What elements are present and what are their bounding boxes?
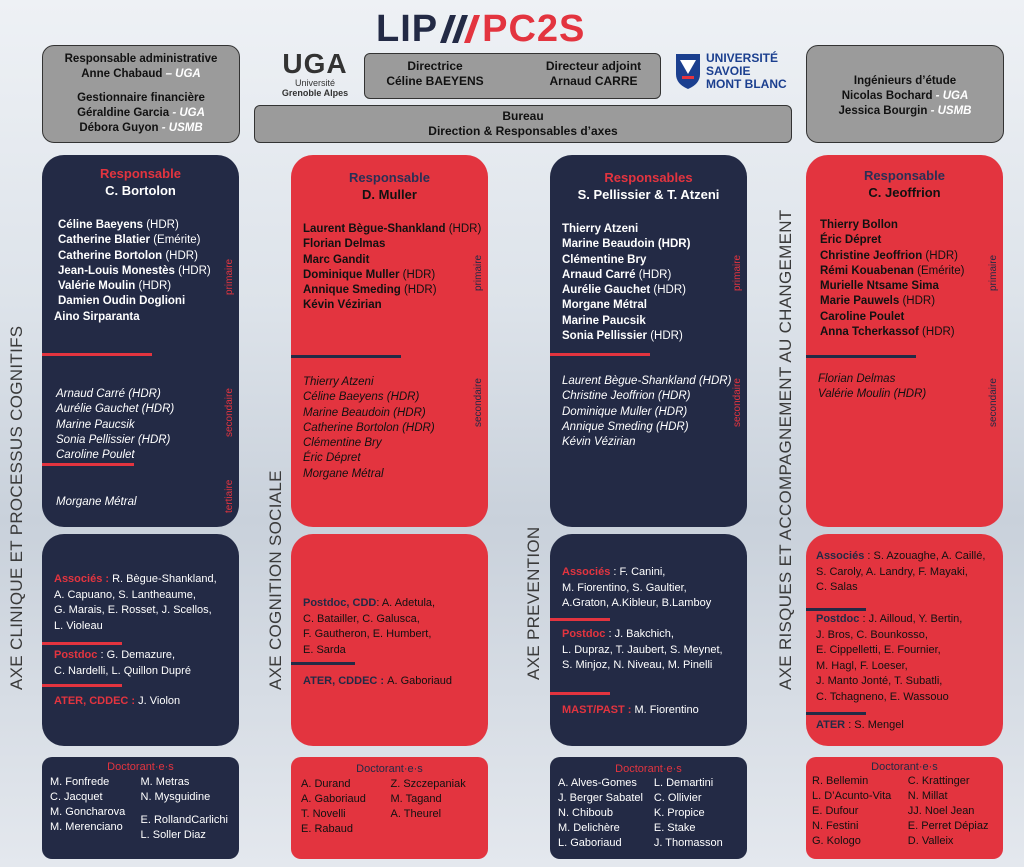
list-item: Morgane Métral bbox=[562, 299, 647, 312]
tertiaire-item: Morgane Métral bbox=[56, 496, 137, 508]
list-item: Christine Jeoffrion (HDR) bbox=[562, 390, 691, 403]
list-item: Murielle Ntsame Sima bbox=[820, 280, 939, 293]
primaire-label: primaire bbox=[224, 258, 235, 295]
usmb-line3: MONT BLANC bbox=[706, 77, 787, 91]
list-item: C. Krattinger bbox=[907, 775, 970, 787]
engineer-name1: Nicolas Bochard bbox=[841, 90, 933, 102]
list-item: Christine Jeoffrion (HDR) bbox=[820, 249, 959, 262]
responsable-title: Responsable bbox=[864, 168, 945, 183]
list-item: Éric Dépret bbox=[303, 452, 361, 465]
secondaire-list bbox=[303, 375, 435, 482]
list-item: M. Metras bbox=[140, 776, 190, 788]
list-item: E. Rabaud bbox=[301, 823, 353, 835]
lab-logo-pc2s: PC2S bbox=[482, 8, 586, 50]
list-item: T. Novelli bbox=[301, 808, 346, 820]
responsable-name: C. Bortolon bbox=[105, 183, 176, 198]
list-item: Dominique Muller (HDR) bbox=[562, 405, 688, 418]
list-item: Dominique Muller (HDR) bbox=[303, 268, 436, 281]
list-item: M. Fonfrede bbox=[50, 776, 110, 788]
admin-box bbox=[42, 45, 240, 143]
list-item: Catherine Bortolon (HDR) bbox=[58, 249, 198, 262]
list-item: J. Berger Sabatel bbox=[558, 792, 643, 804]
list-item: Thierry Bollon bbox=[820, 219, 898, 231]
list-item: N. Festini bbox=[812, 820, 859, 832]
mast-value: M. Fiorentino bbox=[634, 704, 699, 716]
list-item: Clémentine Bry bbox=[303, 437, 382, 450]
list-item: C. Jacquet bbox=[50, 791, 103, 803]
list-item: D. Valleix bbox=[907, 835, 954, 847]
engineers-role: Ingénieurs d’étude bbox=[853, 75, 957, 87]
list-item: M. Merenciano bbox=[50, 821, 123, 833]
divider bbox=[806, 712, 866, 715]
list-item: A. Alves-Gomes bbox=[558, 777, 637, 789]
ater-value: A. Gaboriaud bbox=[387, 675, 452, 687]
list-item: Damien Oudin Doglioni bbox=[58, 295, 186, 308]
axe-label-cognition: AXE COGNITION SOCIALE bbox=[266, 470, 285, 690]
list-item: C. Ollivier bbox=[653, 792, 702, 804]
list-item: N. Mysguidine bbox=[140, 791, 211, 803]
list-item: Kévin Vézirian bbox=[303, 299, 382, 312]
ater-label: ATER, CDDEC : bbox=[303, 675, 388, 687]
primaire-list bbox=[303, 222, 481, 314]
admin-name3: Débora Guyon bbox=[79, 122, 159, 134]
ater-label: ATER, CDDEC : bbox=[54, 695, 139, 707]
axe-cognition-associates-card: Postdoc, CDD: A. Adetula, C. Batailler, C. Galusca, F. Gautheron, E. Humbert, E. Sarda ATER, CDDEC : A. Gaboriaud bbox=[291, 534, 488, 746]
primaire-list bbox=[54, 218, 211, 325]
engineer-org2: - USMB bbox=[927, 105, 972, 117]
postdoc-label: Postdoc bbox=[562, 628, 606, 640]
admin-name2: Géraldine Garcia bbox=[77, 107, 170, 119]
list-item: A. Gaboriaud bbox=[301, 793, 366, 805]
axe-prevention-members-card bbox=[550, 155, 747, 527]
usmb-logo bbox=[670, 50, 795, 100]
list-item: Catherine Blatier (Emérite) bbox=[58, 234, 201, 247]
list-item: Kévin Vézirian bbox=[562, 436, 636, 449]
list-item: Sonia Pellissier (HDR) bbox=[562, 330, 683, 343]
secondaire-list bbox=[818, 372, 926, 403]
axe-clinique-members-card bbox=[42, 155, 239, 527]
list-item: G. Kologo bbox=[812, 835, 861, 847]
list-item: N. Chiboub bbox=[558, 807, 614, 819]
direction-box bbox=[364, 53, 661, 99]
list-item: L. D’Acunto-Vita bbox=[812, 790, 892, 802]
ater-label: ATER bbox=[816, 719, 846, 731]
list-item: Valérie Moulin (HDR) bbox=[58, 280, 172, 293]
list-item: M. Delichère bbox=[558, 822, 620, 834]
uga-logo-text: UGA bbox=[282, 48, 348, 79]
usmb-line1: UNIVERSITÉ bbox=[706, 51, 779, 65]
secondaire-list bbox=[56, 387, 174, 463]
list-item: Arnaud Carré (HDR) bbox=[562, 268, 672, 281]
list-item: Marine Paucsik bbox=[56, 418, 135, 431]
axe-risques-doctorants-card bbox=[806, 757, 1003, 859]
list-item: Sonia Pellissier (HDR) bbox=[56, 433, 171, 446]
primaire-label: primaire bbox=[988, 254, 999, 291]
list-item: Valérie Moulin (HDR) bbox=[818, 388, 927, 401]
list-item: Morgane Métral bbox=[303, 467, 384, 480]
list-item: Caroline Poulet bbox=[820, 310, 905, 323]
list-item: Z. Szczepaniak bbox=[390, 778, 466, 790]
postdoc-label: Postdoc bbox=[816, 613, 860, 625]
tertiaire-label: tertiaire bbox=[224, 479, 235, 513]
responsable-name: D. Muller bbox=[362, 187, 417, 202]
doctorants-title: Doctorant·e·s bbox=[107, 761, 174, 773]
list-item: Laurent Bègue-Shankland (HDR) bbox=[303, 223, 482, 235]
secondaire-label: secondaire bbox=[224, 388, 235, 437]
list-item: Marie Pauwels (HDR) bbox=[820, 295, 936, 308]
axe-label-risques: AXE RISQUES ET ACCOMPAGNEMENT AU CHANGEMENT bbox=[776, 209, 795, 690]
axe-clinique-doctorants-card bbox=[42, 757, 239, 859]
list-item: Clémentine Bry bbox=[562, 253, 647, 266]
list-item: E. Perret Dépiaz bbox=[907, 820, 989, 832]
axe-clinique-associates-card: Associés : R. Bègue-Shankland, A. Capuano, S. Lantheaume, G. Marais, E. Rosset, J. Scellos, L. Violeau Postdoc : G. Demazure, C. Nardelli, L. Quillon Dupré ATER, CDDEC : J. Violon bbox=[42, 534, 239, 746]
list-item: E. Dufour bbox=[812, 805, 859, 817]
axe-prevention-doctorants-card bbox=[550, 757, 747, 859]
responsable-title: Responsable bbox=[349, 170, 430, 185]
secondaire-label: secondaire bbox=[732, 378, 743, 427]
divider bbox=[42, 353, 152, 356]
divider bbox=[291, 355, 401, 358]
list-item: E. RollandCarlichi bbox=[140, 814, 228, 826]
admin-org3: - USMB bbox=[158, 122, 203, 134]
uga-logo bbox=[274, 50, 356, 102]
axe-cognition-doctorants-card bbox=[291, 757, 488, 859]
list-item: Florian Delmas bbox=[303, 238, 386, 251]
list-item: Caroline Poulet bbox=[56, 449, 135, 462]
admin-name1: Anne Chabaud bbox=[81, 68, 163, 80]
divider bbox=[42, 463, 134, 466]
list-item: Annique Smeding (HDR) bbox=[562, 420, 689, 433]
list-item: Céline Baeyens (HDR) bbox=[303, 391, 420, 404]
responsable-name: C. Jeoffrion bbox=[868, 185, 941, 200]
doctorants-title: Doctorant·e·s bbox=[615, 763, 682, 775]
primaire-label: primaire bbox=[473, 254, 484, 291]
list-item: Éric Dépret bbox=[820, 234, 882, 247]
list-item: Annique Smeding (HDR) bbox=[303, 284, 437, 297]
list-item: E. Stake bbox=[653, 822, 696, 834]
divider bbox=[806, 355, 916, 358]
list-item: Thierry Atzeni bbox=[303, 376, 374, 388]
axe-label-prevention: AXE PREVENTION bbox=[524, 526, 543, 680]
axe-risques-members-card bbox=[806, 155, 1003, 527]
responsable-title: Responsables bbox=[604, 170, 693, 185]
list-item: M. Goncharova bbox=[50, 806, 126, 818]
primaire-label: primaire bbox=[732, 254, 743, 291]
doctorants-title: Doctorant·e·s bbox=[356, 763, 423, 775]
responsable-name: S. Pellissier & T. Atzeni bbox=[577, 187, 720, 202]
list-item: Marine Beaudoin (HDR) bbox=[562, 238, 691, 251]
logo-mark-icon bbox=[438, 10, 482, 40]
list-item: Marc Gandit bbox=[303, 253, 370, 266]
list-item: N. Millat bbox=[907, 790, 948, 802]
list-item: JJ. Noel Jean bbox=[907, 805, 975, 817]
postdoc-label: Postdoc, CDD bbox=[303, 597, 377, 609]
usmb-shield-icon bbox=[674, 52, 702, 95]
ater-value: : S. Mengel bbox=[845, 719, 904, 731]
directrice-title: Directrice bbox=[407, 59, 463, 73]
adjoint-title: Directeur adjoint bbox=[545, 59, 642, 73]
list-item: Aurélie Gauchet (HDR) bbox=[56, 403, 175, 416]
ater-value: J. Violon bbox=[138, 695, 181, 707]
list-item: Catherine Bortolon (HDR) bbox=[303, 421, 435, 434]
list-item: L. Soller Diaz bbox=[140, 829, 206, 841]
axe-label-clinique: AXE CLINIQUE ET PROCESSUS COGNITIFS bbox=[7, 325, 26, 690]
lab-logo bbox=[376, 8, 656, 48]
divider bbox=[806, 608, 866, 611]
secondaire-label: secondaire bbox=[473, 378, 484, 427]
uga-sub2: Grenoble Alpes bbox=[281, 88, 349, 98]
secondaire-list bbox=[562, 374, 731, 450]
list-item: R. Bellemin bbox=[812, 775, 869, 787]
list-item: Rémi Kouabenan (Emérite) bbox=[820, 264, 965, 277]
divider bbox=[550, 618, 610, 621]
associates-label: Associés : bbox=[54, 573, 113, 585]
bureau-title: Bureau bbox=[502, 109, 544, 123]
axe-prevention-associates-card: Associés : F. Canini, M. Fiorentino, S. Gaultier, A.Graton, A.Kibleur, B.Lamboy Postdoc : J. Bakchich, L. Dupraz, T. Jaubert, S. Meynet, S. Minjoz, N. Niveau, M. Pinelli MAST/PAST : M. Fiorentino bbox=[550, 534, 747, 746]
axe-cognition-members-card bbox=[291, 155, 488, 527]
engineer-org1: - UGA bbox=[932, 90, 969, 102]
directrice-name: Céline BAEYENS bbox=[386, 74, 484, 88]
list-item: Marine Beaudoin (HDR) bbox=[303, 406, 426, 419]
list-item: J. Thomasson bbox=[653, 837, 723, 849]
associates-label: Associés bbox=[562, 566, 611, 578]
responsable-title: Responsable bbox=[100, 166, 181, 181]
list-item: Aurélie Gauchet (HDR) bbox=[562, 284, 686, 297]
admin-org1: – UGA bbox=[162, 68, 201, 80]
secondaire-label: secondaire bbox=[988, 378, 999, 427]
divider bbox=[550, 353, 650, 356]
list-item: Thierry Atzeni bbox=[562, 223, 639, 235]
list-item: L. Gaboriaud bbox=[558, 837, 622, 849]
engineer-name2: Jessica Bourgin bbox=[838, 105, 928, 117]
axe-risques-associates-card: Associés : S. Azouaghe, A. Caillé, S. Caroly, A. Landry, F. Mayaki, C. Salas Postdoc : J. Ailloud, Y. Bertin, J. Bros, C. Bounkosso, E. Cippelletti, E. Fournier, M. Hagl, F. Loeser, J. Manto Jonté, T. Subatli, C. Tchagneno, E. Wassouo ATER : S. Mengel bbox=[806, 534, 1003, 746]
divider bbox=[291, 662, 355, 665]
admin-org2: - UGA bbox=[169, 107, 205, 119]
adjoint-name: Arnaud CARRE bbox=[549, 74, 638, 88]
associates-label: Associés bbox=[816, 550, 865, 562]
divider bbox=[42, 684, 122, 687]
list-item: Florian Delmas bbox=[818, 373, 896, 385]
list-item: Laurent Bègue-Shankland (HDR) bbox=[562, 375, 732, 387]
mast-label: MAST/PAST : bbox=[562, 704, 635, 716]
list-item: M. Tagand bbox=[390, 793, 442, 805]
uga-sub1: Université bbox=[294, 78, 335, 88]
lab-logo-lip: LIP bbox=[376, 8, 439, 50]
list-item: Arnaud Carré (HDR) bbox=[56, 388, 161, 400]
engineers-box bbox=[806, 45, 1004, 143]
doctorants-title: Doctorant·e·s bbox=[871, 761, 938, 773]
list-item: Marine Paucsik bbox=[562, 314, 646, 327]
list-item: Anna Tcherkassof (HDR) bbox=[820, 326, 955, 339]
list-item: Céline Baeyens (HDR) bbox=[58, 219, 179, 231]
divider bbox=[42, 642, 122, 645]
list-item: A. Theurel bbox=[390, 808, 442, 820]
list-item: L. Demartini bbox=[653, 777, 714, 789]
primaire-list bbox=[820, 218, 964, 340]
admin-role2: Gestionnaire financière bbox=[77, 92, 205, 104]
postdoc-label: Postdoc bbox=[54, 649, 98, 661]
primaire-list bbox=[562, 222, 690, 344]
list-item: K. Propice bbox=[653, 807, 705, 819]
bureau-subtitle: Direction & Responsables d’axes bbox=[428, 124, 618, 138]
list-item: Aino Sirparanta bbox=[54, 310, 140, 323]
divider bbox=[550, 692, 610, 695]
admin-role1: Responsable administrative bbox=[64, 53, 218, 65]
list-item: A. Durand bbox=[301, 778, 351, 790]
bureau-box bbox=[254, 105, 792, 143]
list-item: Jean-Louis Monestès (HDR) bbox=[58, 264, 211, 277]
usmb-line2: SAVOIE bbox=[706, 64, 751, 78]
